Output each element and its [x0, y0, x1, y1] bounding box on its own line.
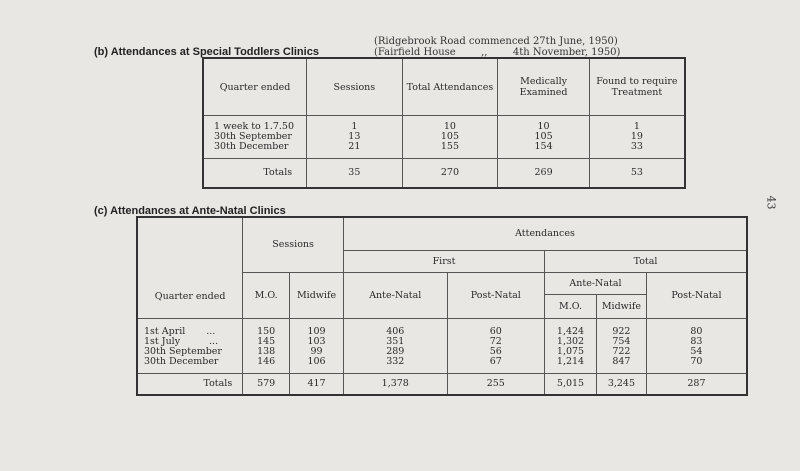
cell-sessions-midwife: 99 — [290, 347, 344, 357]
cell-total-postnatal: 54 — [646, 347, 747, 357]
table-row — [137, 318, 747, 337]
total-total-mo: 5,015 — [545, 373, 597, 395]
cell-sessions-midwife: 103 — [290, 337, 344, 347]
section-b-note-line2: (Fairfield House ,, 4th November, 1950) — [374, 47, 621, 58]
page-number: 43 — [764, 195, 778, 210]
cell-quarter: 1st April ... — [144, 325, 216, 337]
table-row — [137, 347, 747, 357]
cell-total-mo: 1,214 — [545, 357, 597, 374]
cell-sessions: 21 — [307, 142, 402, 159]
header-total-antenatal: Ante-Natal — [545, 272, 647, 294]
cell-first-antenatal: 332 — [344, 357, 448, 374]
ante-natal-clinic-table — [136, 216, 748, 396]
cell-quarter: 30th September — [144, 345, 222, 357]
cell-sessions-mo: 146 — [243, 357, 290, 374]
header-medically-examined: Medically Examined — [498, 58, 590, 116]
header-found-treatment: Found to require Treatment — [589, 58, 685, 116]
total-total-midwife: 3,245 — [596, 373, 646, 395]
total-sessions: 35 — [307, 159, 402, 189]
cell-sessions: 1 — [307, 116, 402, 133]
toddlers-clinic-table — [202, 57, 686, 189]
section-b-heading: (b) Attendances at Special Toddlers Clinics — [94, 46, 319, 58]
header-sessions-mo: M.O. — [243, 272, 290, 318]
header-sessions: Sessions — [307, 58, 402, 116]
cell-found-treatment: 1 — [589, 116, 685, 133]
total-first-antenatal: 1,378 — [344, 373, 448, 395]
cell-medically-examined: 105 — [498, 132, 590, 142]
header-sessions-midwife: Midwife — [290, 272, 344, 318]
cell-total-midwife: 754 — [596, 337, 646, 347]
cell-total-attendances: 155 — [402, 142, 498, 159]
cell-quarter: 1st July ... — [144, 335, 219, 347]
header-total-postnatal: Post-Natal — [646, 272, 747, 318]
totals-row — [203, 159, 685, 189]
totals-label: Totals — [137, 373, 243, 395]
header-attendances: Attendances — [344, 217, 748, 250]
cell-total-mo: 1,424 — [545, 318, 597, 337]
cell-sessions: 13 — [307, 132, 402, 142]
total-medically-examined: 269 — [498, 159, 590, 189]
cell-sessions-mo: 150 — [243, 318, 290, 337]
header-total-attendances: Total Attendances — [402, 58, 498, 116]
cell-total-postnatal: 70 — [646, 357, 747, 374]
table-header-row — [203, 58, 685, 116]
cell-first-antenatal: 289 — [344, 347, 448, 357]
header-total-mo: M.O. — [545, 294, 597, 318]
cell-total-midwife: 922 — [596, 318, 646, 337]
header-total-midwife: Midwife — [596, 294, 646, 318]
cell-total-postnatal: 83 — [646, 337, 747, 347]
cell-total-mo: 1,302 — [545, 337, 597, 347]
table-row — [137, 357, 747, 374]
cell-quarter: 30th December — [214, 141, 289, 152]
cell-first-postnatal: 67 — [447, 357, 545, 374]
header-first-antenatal: Ante-Natal — [344, 272, 448, 318]
cell-sessions-mo: 145 — [243, 337, 290, 347]
cell-first-postnatal: 72 — [447, 337, 545, 347]
cell-sessions-mo: 138 — [243, 347, 290, 357]
section-c-heading: (c) Attendances at Ante-Natal Clinics — [94, 205, 286, 217]
cell-total-attendances: 105 — [402, 132, 498, 142]
total-found-treatment: 53 — [589, 159, 685, 189]
cell-quarter: 1 week to 1.7.50 — [214, 121, 294, 132]
cell-total-mo: 1,075 — [545, 347, 597, 357]
cell-first-antenatal: 351 — [344, 337, 448, 347]
cell-total-postnatal: 80 — [646, 318, 747, 337]
cell-total-attendances: 10 — [402, 116, 498, 133]
header-row-1 — [137, 217, 747, 250]
cell-medically-examined: 10 — [498, 116, 590, 133]
cell-sessions-midwife: 109 — [290, 318, 344, 337]
totals-label: Totals — [203, 159, 307, 189]
totals-row — [137, 373, 747, 395]
total-sessions-midwife: 417 — [290, 373, 344, 395]
cell-first-postnatal: 60 — [447, 318, 545, 337]
header-quarter-ended: Quarter ended — [203, 58, 307, 116]
header-total: Total — [545, 250, 747, 272]
table-row — [137, 337, 747, 347]
header-sessions: Sessions — [243, 217, 344, 272]
cell-first-postnatal: 56 — [447, 347, 545, 357]
cell-found-treatment: 33 — [589, 142, 685, 159]
cell-quarter: 30th December — [144, 355, 219, 367]
total-first-postnatal: 255 — [447, 373, 545, 395]
cell-total-midwife: 722 — [596, 347, 646, 357]
cell-total-midwife: 847 — [596, 357, 646, 374]
table-row — [203, 142, 685, 159]
cell-sessions-midwife: 106 — [290, 357, 344, 374]
cell-found-treatment: 19 — [589, 132, 685, 142]
total-attendances: 270 — [402, 159, 498, 189]
cell-medically-examined: 154 — [498, 142, 590, 159]
total-sessions-mo: 579 — [243, 373, 290, 395]
header-first-postnatal: Post-Natal — [447, 272, 545, 318]
total-total-postnatal: 287 — [646, 373, 747, 395]
cell-first-antenatal: 406 — [344, 318, 448, 337]
header-first: First — [344, 250, 545, 272]
section-b-note-line1: (Ridgebrook Road commenced 27th June, 1950) — [374, 36, 618, 47]
header-quarter-ended: Quarter ended — [137, 217, 243, 318]
table-row — [203, 116, 685, 133]
cell-quarter: 30th September — [214, 131, 292, 142]
